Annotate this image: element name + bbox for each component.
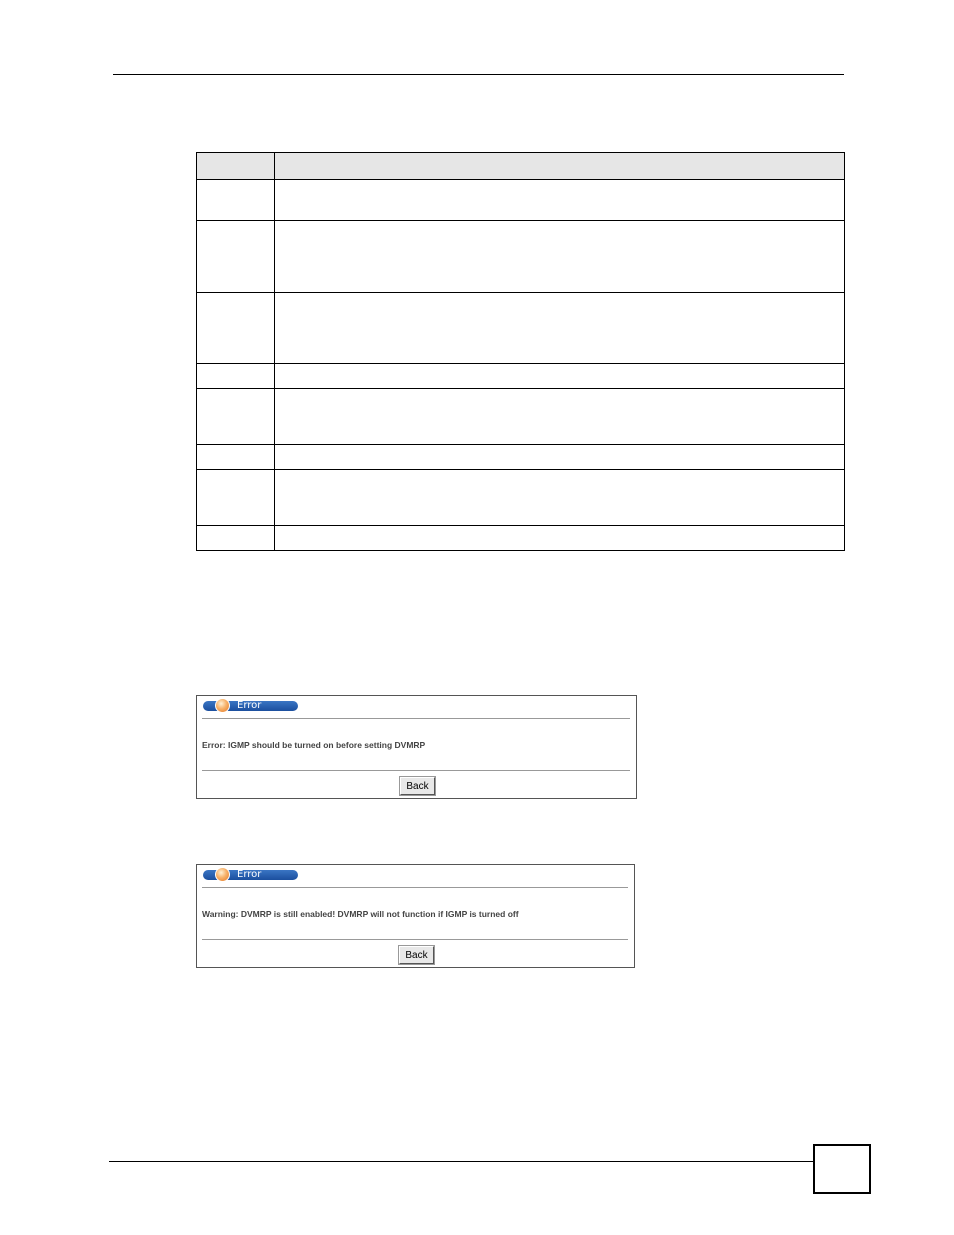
error-dialog-dvmrp-warning [196,864,635,968]
orange-orb-icon [215,867,230,882]
page-number-box [813,1144,871,1194]
footer-rule [109,1161,815,1162]
error-title-bar [203,870,298,880]
table-header-cell-label [197,153,275,180]
table-row [197,445,845,470]
table-header-row [197,153,845,180]
back-button[interactable]: Back [400,777,435,795]
table-row [197,221,845,293]
table-row [197,293,845,364]
description-table [196,152,845,551]
table-row [197,526,845,551]
orange-orb-icon [215,698,230,713]
divider [202,939,628,940]
error-message: Warning: DVMRP is still enabled! DVMRP will not function if IGMP is turned off [202,909,519,919]
error-message: Error: IGMP should be turned on before setting DVMRP [202,740,426,750]
error-title: Error [237,700,262,711]
divider [202,770,630,771]
error-title-bar [203,701,298,711]
error-dialog-igmp [196,695,637,799]
divider [202,718,630,719]
header-rule [113,74,844,75]
error-title: Error [237,869,262,880]
table-row [197,389,845,445]
table-row [197,180,845,221]
table-row [197,364,845,389]
back-button[interactable]: Back [399,946,434,964]
table-header-cell-description [275,153,845,180]
table-row [197,470,845,526]
divider [202,887,628,888]
